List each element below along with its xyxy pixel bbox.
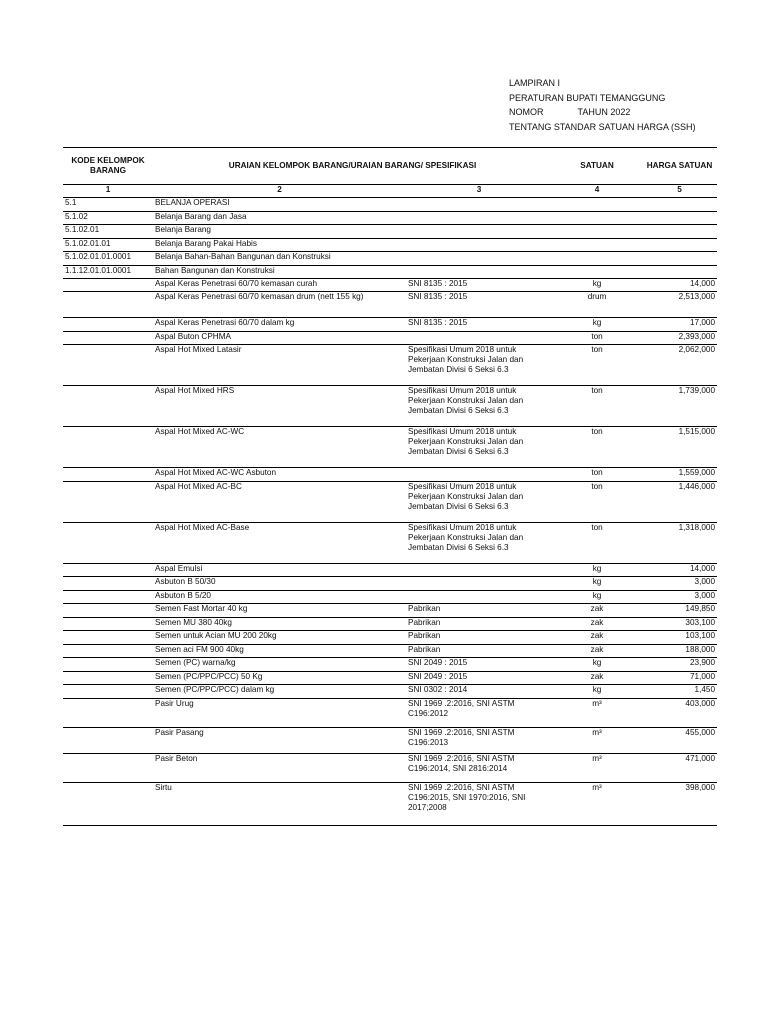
- cell-code: [63, 522, 153, 563]
- table-row: [63, 590, 717, 604]
- cell-unit: kg: [552, 563, 642, 577]
- cell-code: 1.1.12.01.01.0001: [63, 265, 153, 279]
- table-body: [63, 198, 717, 826]
- cell-code: [63, 331, 153, 345]
- cell-code: [63, 468, 153, 482]
- col-number-2: 2: [153, 185, 406, 198]
- cell-code: [63, 291, 153, 317]
- cell-spec: [406, 225, 552, 239]
- cell-spec: SNI 1969 .2:2016, SNI ASTM C196:2013: [406, 727, 552, 753]
- cell-price: [642, 265, 717, 279]
- cell-price: [642, 238, 717, 252]
- cell-unit: m³: [552, 698, 642, 727]
- cell-code: [63, 386, 153, 427]
- cell-spec: [406, 563, 552, 577]
- cell-code: [63, 279, 153, 292]
- cell-name: Aspal Hot Mixed AC-Base: [153, 522, 406, 563]
- cell-price: 149,850: [642, 604, 717, 618]
- cell-code: [63, 427, 153, 468]
- cell-name: Aspal Keras Penetrasi 60/70 dalam kg: [153, 317, 406, 331]
- cell-name: Aspal Hot Mixed HRS: [153, 386, 406, 427]
- cell-name: Aspal Emulsi: [153, 563, 406, 577]
- col-header-description: URAIAN KELOMPOK BARANG/URAIAN BARANG/ SPESIFIKASI: [153, 148, 552, 185]
- cell-price: 403,000: [642, 698, 717, 727]
- cell-spec: [406, 252, 552, 266]
- cell-unit: drum: [552, 291, 642, 317]
- cell-spec: [406, 265, 552, 279]
- cell-spec: Spesifikasi Umum 2018 untuk Pekerjaan Konstruksi Jalan dan Jembatan Divisi 6 Seksi 6.3: [406, 522, 552, 563]
- cell-name: Pasir Beton: [153, 753, 406, 782]
- cell-spec: [406, 198, 552, 212]
- cell-spec: Spesifikasi Umum 2018 untuk Pekerjaan Konstruksi Jalan dan Jembatan Divisi 6 Seksi 6.3: [406, 345, 552, 386]
- cell-name: Belanja Bahan-Bahan Bangunan dan Konstruksi: [153, 252, 406, 266]
- cell-code: 5.1.02.01.01: [63, 238, 153, 252]
- cell-code: [63, 644, 153, 658]
- cell-price: 14,000: [642, 279, 717, 292]
- cell-code: [63, 671, 153, 685]
- cell-unit: kg: [552, 590, 642, 604]
- cell-price: 303,100: [642, 617, 717, 631]
- table-row: [63, 265, 717, 279]
- cell-unit: ton: [552, 331, 642, 345]
- cell-spec: [406, 238, 552, 252]
- cell-spec: SNI 8135 : 2015: [406, 279, 552, 292]
- cell-code: [63, 563, 153, 577]
- cell-name: Aspal Hot Mixed AC-WC Asbuton: [153, 468, 406, 482]
- cell-code: [63, 727, 153, 753]
- cell-unit: kg: [552, 658, 642, 672]
- cell-price: [642, 225, 717, 239]
- cell-unit: [552, 225, 642, 239]
- table-row: [63, 279, 717, 292]
- cell-name: Asbuton B 50/30: [153, 577, 406, 591]
- table-row: [63, 345, 717, 386]
- table-row: [63, 291, 717, 317]
- cell-spec: SNI 2049 : 2015: [406, 671, 552, 685]
- table-row: [63, 685, 717, 699]
- col-number-1: 1: [63, 185, 153, 198]
- cell-unit: kg: [552, 685, 642, 699]
- cell-price: 188,000: [642, 644, 717, 658]
- cell-price: 1,450: [642, 685, 717, 699]
- cell-unit: zak: [552, 617, 642, 631]
- table-row: [63, 617, 717, 631]
- cell-unit: ton: [552, 345, 642, 386]
- cell-spec: [406, 211, 552, 225]
- cell-name: Semen MU 380 40kg: [153, 617, 406, 631]
- cell-name: Semen untuk Acian MU 200 20kg: [153, 631, 406, 645]
- cell-name: Sirtu: [153, 782, 406, 825]
- cell-unit: ton: [552, 522, 642, 563]
- cell-name: Aspal Hot Mixed AC-WC: [153, 427, 406, 468]
- col-header-code: KODE KELOMPOK BARANG: [63, 148, 153, 185]
- cell-spec: Pabrikan: [406, 617, 552, 631]
- cell-price: 23,900: [642, 658, 717, 672]
- cell-code: [63, 782, 153, 825]
- table-row: [63, 563, 717, 577]
- cell-price: 3,000: [642, 577, 717, 591]
- letterhead-nomor-label: NOMOR: [509, 107, 544, 117]
- cell-spec: [406, 590, 552, 604]
- cell-price: 14,000: [642, 563, 717, 577]
- cell-price: [642, 198, 717, 212]
- cell-price: [642, 252, 717, 266]
- cell-unit: ton: [552, 468, 642, 482]
- cell-code: [63, 481, 153, 522]
- cell-spec: SNI 0302 : 2014: [406, 685, 552, 699]
- cell-unit: zak: [552, 631, 642, 645]
- table-row: [63, 225, 717, 239]
- cell-price: 2,062,000: [642, 345, 717, 386]
- col-number-4: 4: [552, 185, 642, 198]
- table-row: [63, 631, 717, 645]
- cell-price: 2,393,000: [642, 331, 717, 345]
- cell-name: Pasir Urug: [153, 698, 406, 727]
- cell-code: [63, 685, 153, 699]
- cell-price: 1,318,000: [642, 522, 717, 563]
- cell-spec: SNI 1969 .2:2016, SNI ASTM C196:2014, SNI 2816:2014: [406, 753, 552, 782]
- cell-name: Asbuton B 5/20: [153, 590, 406, 604]
- letterhead-line-2: PERATURAN BUPATI TEMANGGUNG: [509, 92, 666, 103]
- cell-code: [63, 753, 153, 782]
- cell-spec: [406, 331, 552, 345]
- cell-price: 1,515,000: [642, 427, 717, 468]
- cell-spec: SNI 1969 .2:2016, SNI ASTM C196:2012: [406, 698, 552, 727]
- ssh-price-table: [63, 147, 717, 826]
- cell-spec: Spesifikasi Umum 2018 untuk Pekerjaan Konstruksi Jalan dan Jembatan Divisi 6 Seksi 6.3: [406, 386, 552, 427]
- cell-unit: [552, 211, 642, 225]
- cell-spec: Pabrikan: [406, 604, 552, 618]
- cell-spec: Pabrikan: [406, 631, 552, 645]
- cell-name: Belanja Barang Pakai Habis: [153, 238, 406, 252]
- cell-code: [63, 698, 153, 727]
- cell-code: [63, 590, 153, 604]
- table-row: [63, 782, 717, 825]
- table-row: [63, 331, 717, 345]
- table-column-number-row: [63, 185, 717, 198]
- cell-name: Semen (PC) warna/kg: [153, 658, 406, 672]
- col-number-5: 5: [642, 185, 717, 198]
- letterhead-line-4: TENTANG STANDAR SATUAN HARGA (SSH): [509, 121, 696, 132]
- cell-code: [63, 658, 153, 672]
- cell-code: 5.1.02: [63, 211, 153, 225]
- cell-name: Aspal Hot Mixed Latasir: [153, 345, 406, 386]
- cell-price: 103,100: [642, 631, 717, 645]
- cell-unit: m³: [552, 782, 642, 825]
- cell-name: Semen aci FM 900 40kg: [153, 644, 406, 658]
- cell-spec: [406, 468, 552, 482]
- cell-name: Semen (PC/PPC/PCC) 50 Kg: [153, 671, 406, 685]
- cell-unit: kg: [552, 279, 642, 292]
- cell-code: [63, 577, 153, 591]
- cell-name: Semen (PC/PPC/PCC) dalam kg: [153, 685, 406, 699]
- cell-unit: [552, 198, 642, 212]
- cell-name: Aspal Hot Mixed AC-BC: [153, 481, 406, 522]
- cell-spec: SNI 8135 : 2015: [406, 317, 552, 331]
- cell-unit: m³: [552, 753, 642, 782]
- cell-spec: Spesifikasi Umum 2018 untuk Pekerjaan Konstruksi Jalan dan Jembatan Divisi 6 Seksi 6.3: [406, 427, 552, 468]
- letterhead-year: TAHUN 2022: [577, 107, 631, 117]
- table-row: [63, 604, 717, 618]
- cell-code: 5.1: [63, 198, 153, 212]
- cell-name: BELANJA OPERASI: [153, 198, 406, 212]
- cell-unit: zak: [552, 644, 642, 658]
- cell-name: Semen Fast Mortar 40 kg: [153, 604, 406, 618]
- cell-code: [63, 617, 153, 631]
- cell-unit: [552, 238, 642, 252]
- table-row: [63, 671, 717, 685]
- cell-unit: ton: [552, 427, 642, 468]
- col-header-price: HARGA SATUAN: [642, 148, 717, 185]
- cell-price: 2,513,000: [642, 291, 717, 317]
- cell-spec: Spesifikasi Umum 2018 untuk Pekerjaan Konstruksi Jalan dan Jembatan Divisi 6 Seksi 6.3: [406, 481, 552, 522]
- table-row: [63, 238, 717, 252]
- cell-unit: ton: [552, 386, 642, 427]
- cell-price: 3,000: [642, 590, 717, 604]
- cell-unit: kg: [552, 317, 642, 331]
- letterhead: [509, 76, 696, 134]
- table-header-row: [63, 148, 717, 185]
- cell-name: Belanja Barang dan Jasa: [153, 211, 406, 225]
- cell-unit: zak: [552, 604, 642, 618]
- cell-unit: zak: [552, 671, 642, 685]
- cell-spec: Pabrikan: [406, 644, 552, 658]
- table-row: [63, 577, 717, 591]
- cell-code: [63, 345, 153, 386]
- cell-price: 398,000: [642, 782, 717, 825]
- cell-price: [642, 211, 717, 225]
- cell-price: 471,000: [642, 753, 717, 782]
- cell-price: 455,000: [642, 727, 717, 753]
- letterhead-line-3: [509, 105, 696, 120]
- cell-price: 71,000: [642, 671, 717, 685]
- cell-unit: m³: [552, 727, 642, 753]
- table-row: [63, 427, 717, 468]
- table-row: [63, 644, 717, 658]
- cell-code: 5.1.02.01.01.0001: [63, 252, 153, 266]
- col-number-3: 3: [406, 185, 552, 198]
- cell-name: Pasir Pasang: [153, 727, 406, 753]
- table-row: [63, 658, 717, 672]
- cell-price: 17,000: [642, 317, 717, 331]
- col-header-unit: SATUAN: [552, 148, 642, 185]
- cell-spec: SNI 2049 : 2015: [406, 658, 552, 672]
- cell-name: Bahan Bangunan dan Konstruksi: [153, 265, 406, 279]
- cell-unit: ton: [552, 481, 642, 522]
- table-row: [63, 198, 717, 212]
- table-row: [63, 753, 717, 782]
- table-row: [63, 522, 717, 563]
- cell-name: Aspal Buton CPHMA: [153, 331, 406, 345]
- cell-spec: SNI 8135 : 2015: [406, 291, 552, 317]
- table-row: [63, 727, 717, 753]
- cell-code: [63, 631, 153, 645]
- table-row: [63, 386, 717, 427]
- cell-unit: kg: [552, 577, 642, 591]
- cell-price: 1,739,000: [642, 386, 717, 427]
- cell-spec: [406, 577, 552, 591]
- cell-price: 1,559,000: [642, 468, 717, 482]
- cell-spec: SNI 1969 .2:2016, SNI ASTM C196:2015, SNI 1970:2016, SNI 2017;2008: [406, 782, 552, 825]
- cell-code: 5.1.02.01: [63, 225, 153, 239]
- cell-name: Aspal Keras Penetrasi 60/70 kemasan curah: [153, 279, 406, 292]
- table-row: [63, 468, 717, 482]
- letterhead-line-1: LAMPIRAN I: [509, 78, 561, 88]
- cell-name: Belanja Barang: [153, 225, 406, 239]
- cell-code: [63, 604, 153, 618]
- table-row: [63, 317, 717, 331]
- cell-unit: [552, 252, 642, 266]
- table-row: [63, 481, 717, 522]
- cell-code: [63, 317, 153, 331]
- cell-unit: [552, 265, 642, 279]
- table-row: [63, 698, 717, 727]
- table-row: [63, 211, 717, 225]
- table-row: [63, 252, 717, 266]
- cell-price: 1,446,000: [642, 481, 717, 522]
- cell-name: Aspal Keras Penetrasi 60/70 kemasan drum (nett 155 kg): [153, 291, 406, 317]
